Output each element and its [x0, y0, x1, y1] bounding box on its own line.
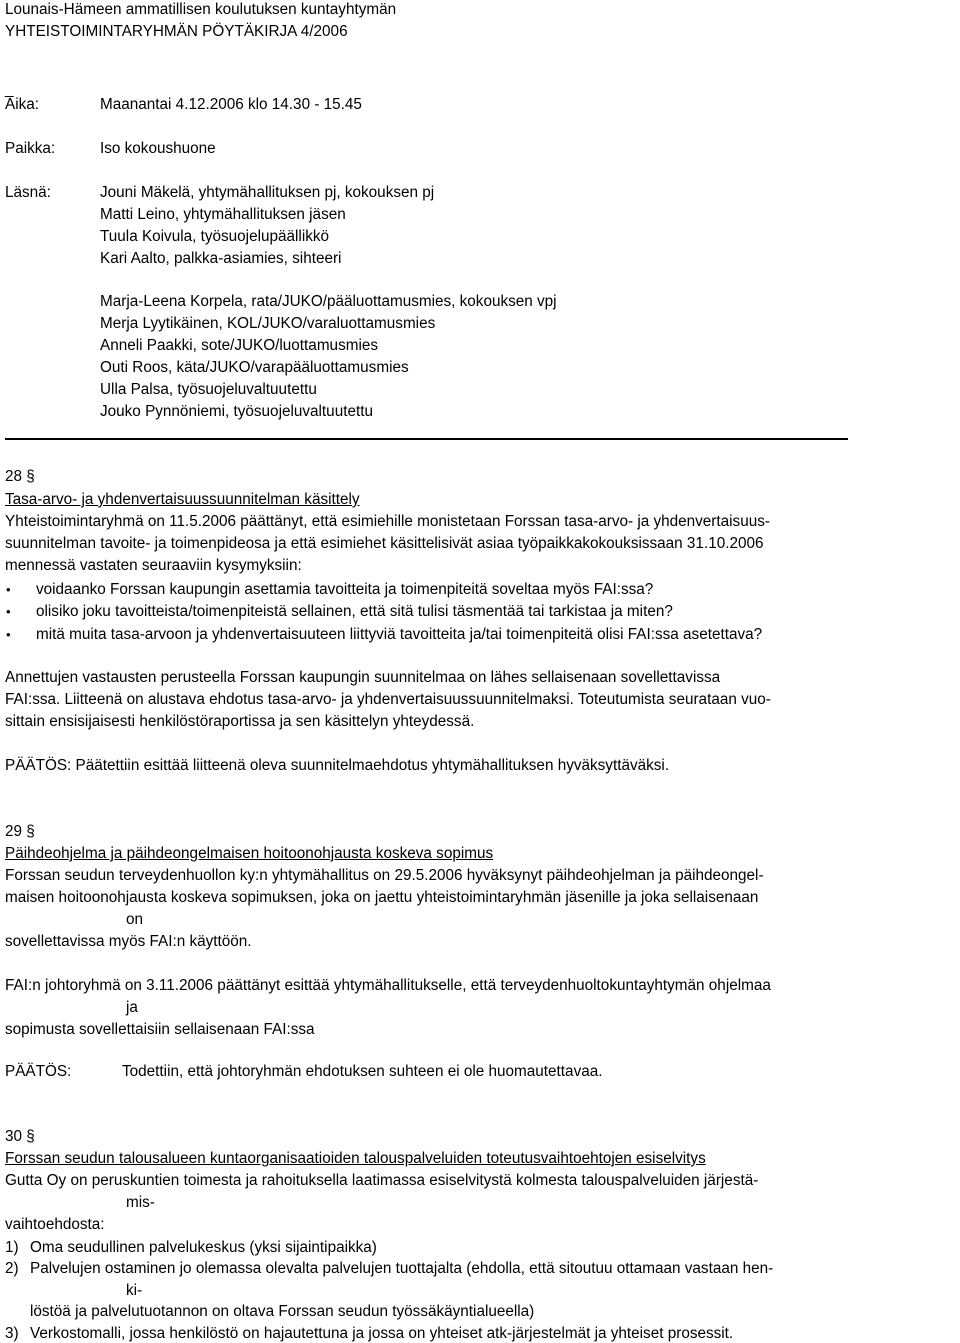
paragraph-line: ja — [126, 999, 138, 1016]
decision-label: PÄÄTÖS: — [5, 1063, 72, 1080]
attendee: Merja Lyytikäinen, KOL/JUKO/varaluottamusmies — [100, 315, 436, 332]
list-item: löstöä ja palvelutuotannon on oltava Forssan seudun työssäkäyntialueella) — [30, 1303, 535, 1320]
list-item: Verkostomalli, jossa henkilöstö on hajautettuna ja jossa on yhteiset atk-järjestelmät ja yhteiset prosessit. — [30, 1325, 734, 1342]
paragraph-line: Yhteistoimintaryhmä on 11.5.2006 päättänyt, että esimiehille monistetaan Forssan tasa-arvo- ja yhdenvertaisuus- — [5, 513, 770, 530]
list-item: Oma seudullinen palvelukeskus (yksi sijaintipaikka) — [30, 1239, 377, 1256]
paragraph-line: sittain ensisijaisesti henkilöstöraportissa ja sen käsittelyn yhteydessä. — [5, 713, 475, 730]
attendee: Ulla Palsa, työsuojeluvaltuutettu — [100, 381, 317, 398]
aika-value: Maanantai 4.12.2006 klo 14.30 - 15.45 — [100, 96, 362, 113]
list-item: ki- — [126, 1282, 143, 1299]
attendee: Anneli Paakki, sote/JUKO/luottamusmies — [100, 337, 379, 354]
section-number: 29 § — [5, 823, 35, 840]
bullet-item: • olisiko joku tavoitteista/toimenpiteistä sellainen, että sitä tulisi täsmentää tai tarkistaa ja miten? — [36, 602, 673, 621]
paikka-value: Iso kokoushuone — [100, 140, 216, 157]
paragraph-line: sovellettavissa myös FAI:n käyttöön. — [5, 933, 252, 950]
paragraph-line: vaihtoehdosta: — [5, 1216, 105, 1233]
section-number: 30 § — [5, 1128, 35, 1145]
attendee: Kari Aalto, palkka-asiamies, sihteeri — [100, 250, 342, 267]
list-number: 1) — [5, 1239, 19, 1256]
document-title: YHTEISTOIMINTARYHMÄN PÖYTÄKIRJA 4/2006 — [5, 23, 348, 40]
section-title: Päihdeohjelma ja päihdeongelmaisen hoitoonohjausta koskeva sopimus — [5, 845, 494, 862]
attendee: Outi Roos, käta/JUKO/varapääluottamusmies — [100, 359, 409, 376]
header-underscore: _ — [5, 81, 14, 98]
attendee: Tuula Koivula, työsuojelupäällikkö — [100, 228, 330, 245]
section-title: Forssan seudun talousalueen kuntaorganisaatioiden talouspalveluiden toteutusvaihtoehtojen esiselvitys — [5, 1150, 706, 1167]
attendee: Marja-Leena Korpela, rata/JUKO/pääluottamusmies, kokouksen vpj — [100, 293, 557, 310]
paragraph-line: FAI:n johtoryhmä on 3.11.2006 päättänyt esittää yhtymähallitukselle, että terveydenhuoltokuntayhtymän ohjelmaa — [5, 977, 771, 994]
list-number: 3) — [5, 1325, 19, 1342]
aika-label: Aika: — [5, 96, 40, 113]
paragraph-line: suunnitelman tavoite- ja toimenpideosa ja että esimiehet käsittelisivät asiaa työpaikkakokouksissaan 31.10.2006 — [5, 535, 764, 552]
paikka-label: Paikka: — [5, 140, 56, 157]
paragraph-line: Forssan seudun terveydenhuollon ky:n yhtymähallitus on 29.5.2006 hyväksynyt päihdeohjelman ja päihdeongel- — [5, 867, 764, 884]
org-name: Lounais-Hämeen ammatillisen koulutuksen kuntayhtymän — [5, 1, 397, 18]
section-number: 28 § — [5, 468, 35, 485]
lasna-label: Läsnä: — [5, 184, 51, 201]
list-item: Palvelujen ostaminen jo olemassa olevalta palvelujen tuottajalta (ehdolla, että sitoutuu ottamaan vastaan hen- — [30, 1260, 774, 1277]
paragraph-line: sopimusta sovellettaisiin sellaisenaan FAI:ssa — [5, 1021, 315, 1038]
section-title: Tasa-arvo- ja yhdenvertaisuussuunnitelman käsittely — [5, 491, 360, 508]
attendee: Jouni Mäkelä, yhtymähallituksen pj, kokouksen pj — [100, 184, 435, 201]
paragraph-line: Gutta Oy on peruskuntien toimesta ja rahoituksella laatimassa esiselvitystä kolmesta talouspalveluiden järjestä- — [5, 1172, 759, 1189]
paragraph-line: Annettujen vastausten perusteella Forssan kaupungin suunnitelmaa on lähes sellaisenaan sovellettavissa — [5, 669, 721, 686]
decision: PÄÄTÖS: Päätettiin esittää liitteenä oleva suunnitelmaehdotus yhtymähallituksen hyväksyttäväksi. — [5, 757, 670, 774]
list-number: 2) — [5, 1260, 19, 1277]
paragraph-line: FAI:ssa. Liitteenä on alustava ehdotus tasa-arvo- ja yhdenvertaisuussuunnitelmaksi. Toteutumista seurataan vuo- — [5, 691, 771, 708]
divider — [5, 438, 848, 440]
attendee: Jouko Pynnöniemi, työsuojeluvaltuutettu — [100, 403, 373, 420]
decision-text: Todettiin, että johtoryhmän ehdotuksen suhteen ei ole huomautettavaa. — [122, 1063, 603, 1080]
bullet-item: • mitä muita tasa-arvoon ja yhdenvertaisuuteen liittyviä tavoitteita ja/tai toimenpiteitä olisi FAI:ssa asetettava? — [36, 625, 762, 644]
attendee: Matti Leino, yhtymähallituksen jäsen — [100, 206, 346, 223]
paragraph-line: mennessä vastaten seuraaviin kysymyksiin: — [5, 557, 302, 574]
paragraph-line: on — [126, 911, 144, 928]
paragraph-line: mis- — [126, 1194, 155, 1211]
paragraph-line: maisen hoitoonohjausta koskeva sopimuksen, joka on jaettu yhteistoimintaryhmän jäsenille ja joka sellaisenaan — [5, 889, 759, 906]
bullet-item: • voidaanko Forssan kaupungin asettamia tavoitteita ja toimenpiteitä soveltaa myös FAI:ssa? — [36, 580, 653, 599]
